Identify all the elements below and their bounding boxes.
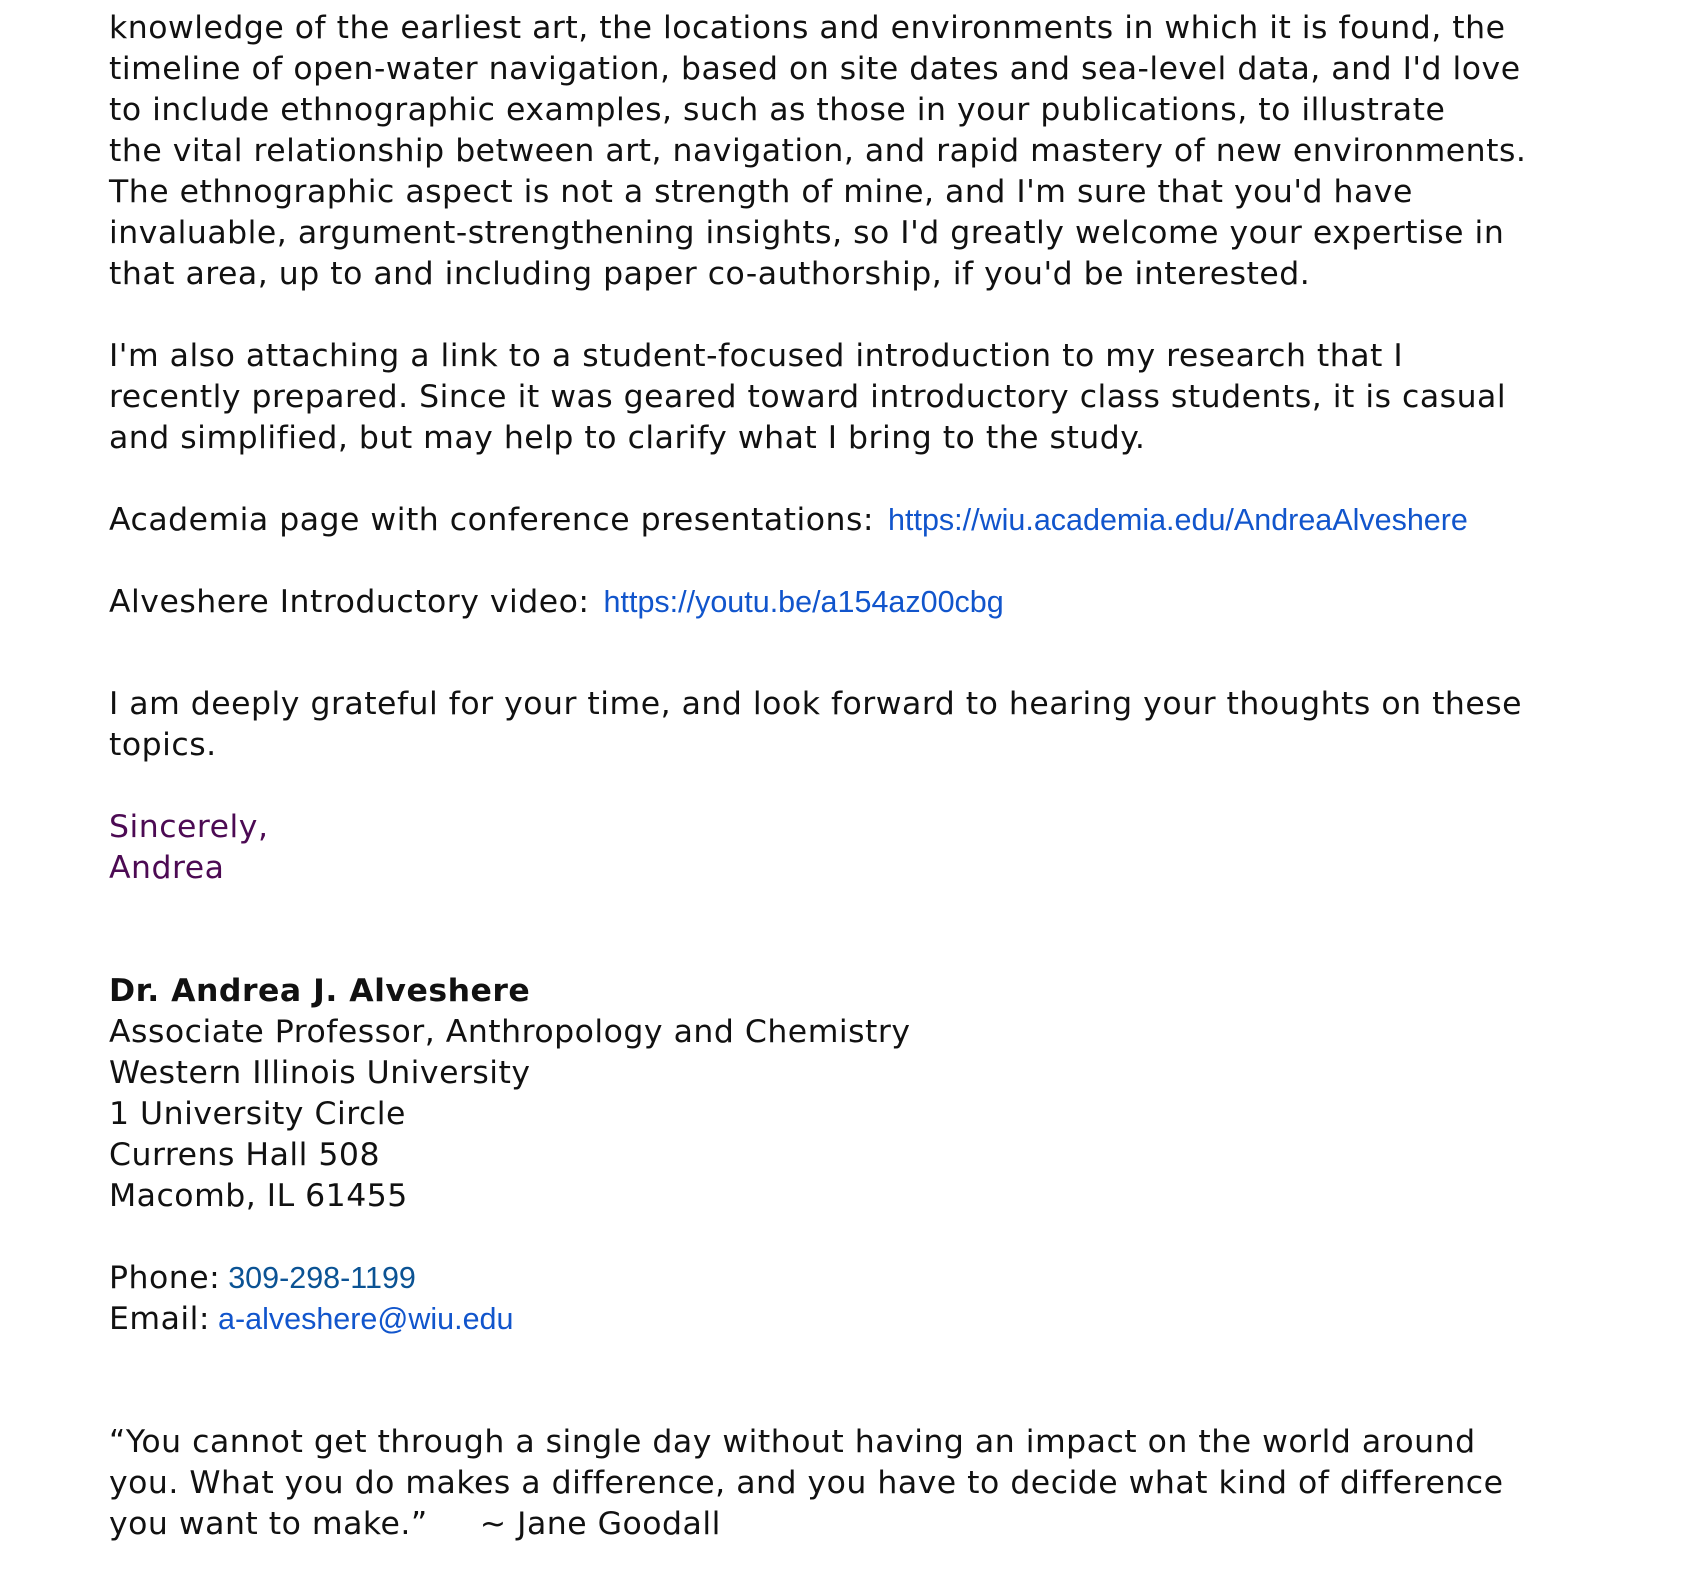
quote-line: “You cannot get through a single day without having an impact on the world around — [109, 1424, 1476, 1460]
signature-university: Western Illinois University — [109, 1055, 531, 1091]
phone-link[interactable]: 309-298-1199 — [228, 1261, 416, 1295]
text-line: topics. — [109, 727, 217, 763]
text-line: I'm also attaching a link to a student-focused introduction to my research that I — [109, 338, 1404, 374]
email-link[interactable]: a-alveshere@wiu.edu — [218, 1302, 514, 1336]
contact-info — [109, 1258, 1669, 1340]
signature-address-line: 1 University Circle — [109, 1096, 406, 1132]
closing — [109, 807, 1669, 889]
signature-quote — [109, 1422, 1669, 1545]
paragraph-research-collaboration — [109, 8, 1669, 295]
quote-attribution: ~ Jane Goodall — [479, 1506, 721, 1542]
text-line: The ethnographic aspect is not a strength of mine, and I'm sure that you'd have — [109, 174, 1413, 210]
text-line: to include ethnographic examples, such as those in your publications, to illustrate — [109, 92, 1446, 128]
text-line: knowledge of the earliest art, the locations and environments in which it is found, the — [109, 10, 1506, 46]
text-line: and simplified, but may help to clarify what I bring to the study. — [109, 420, 1146, 456]
quote-line: you want to make.” — [109, 1506, 428, 1542]
sign-off: Sincerely, — [109, 809, 269, 845]
closing-first-name: Andrea — [109, 850, 225, 886]
paragraph-gratitude — [109, 684, 1669, 766]
signature-name: Dr. Andrea J. Alveshere — [109, 973, 531, 1009]
video-link-row — [109, 582, 1669, 623]
email-body — [109, 8, 1669, 1545]
quote-line: you. What you do makes a difference, and you have to decide what kind of difference — [109, 1465, 1504, 1501]
text-line: I am deeply grateful for your time, and look forward to hearing your thoughts on these — [109, 686, 1523, 722]
text-line: recently prepared. Since it was geared toward introductory class students, it is casual — [109, 379, 1507, 415]
email-label: Email: — [109, 1301, 211, 1337]
text-line: that area, up to and including paper co-authorship, if you'd be interested. — [109, 256, 1311, 292]
video-link[interactable]: https://youtu.be/a154az00cbg — [603, 585, 1004, 619]
academia-link-row — [109, 500, 1669, 541]
video-label: Alveshere Introductory video: — [109, 584, 590, 620]
text-line: invaluable, argument-strengthening insights, so I'd greatly welcome your expertise in — [109, 215, 1505, 251]
academia-label: Academia page with conference presentations: — [109, 502, 875, 538]
text-line: the vital relationship between art, navigation, and rapid mastery of new environments. — [109, 133, 1527, 169]
signature-title: Associate Professor, Anthropology and Chemistry — [109, 1014, 911, 1050]
academia-link[interactable]: https://wiu.academia.edu/AndreaAlveshere — [888, 503, 1468, 537]
signature-address-line: Macomb, IL 61455 — [109, 1178, 408, 1214]
email-signature — [109, 971, 1669, 1217]
paragraph-attachment-note — [109, 336, 1669, 459]
text-line: timeline of open-water navigation, based on site dates and sea-level data, and I'd love — [109, 51, 1521, 87]
signature-address-line: Currens Hall 508 — [109, 1137, 381, 1173]
phone-label: Phone: — [109, 1260, 221, 1296]
